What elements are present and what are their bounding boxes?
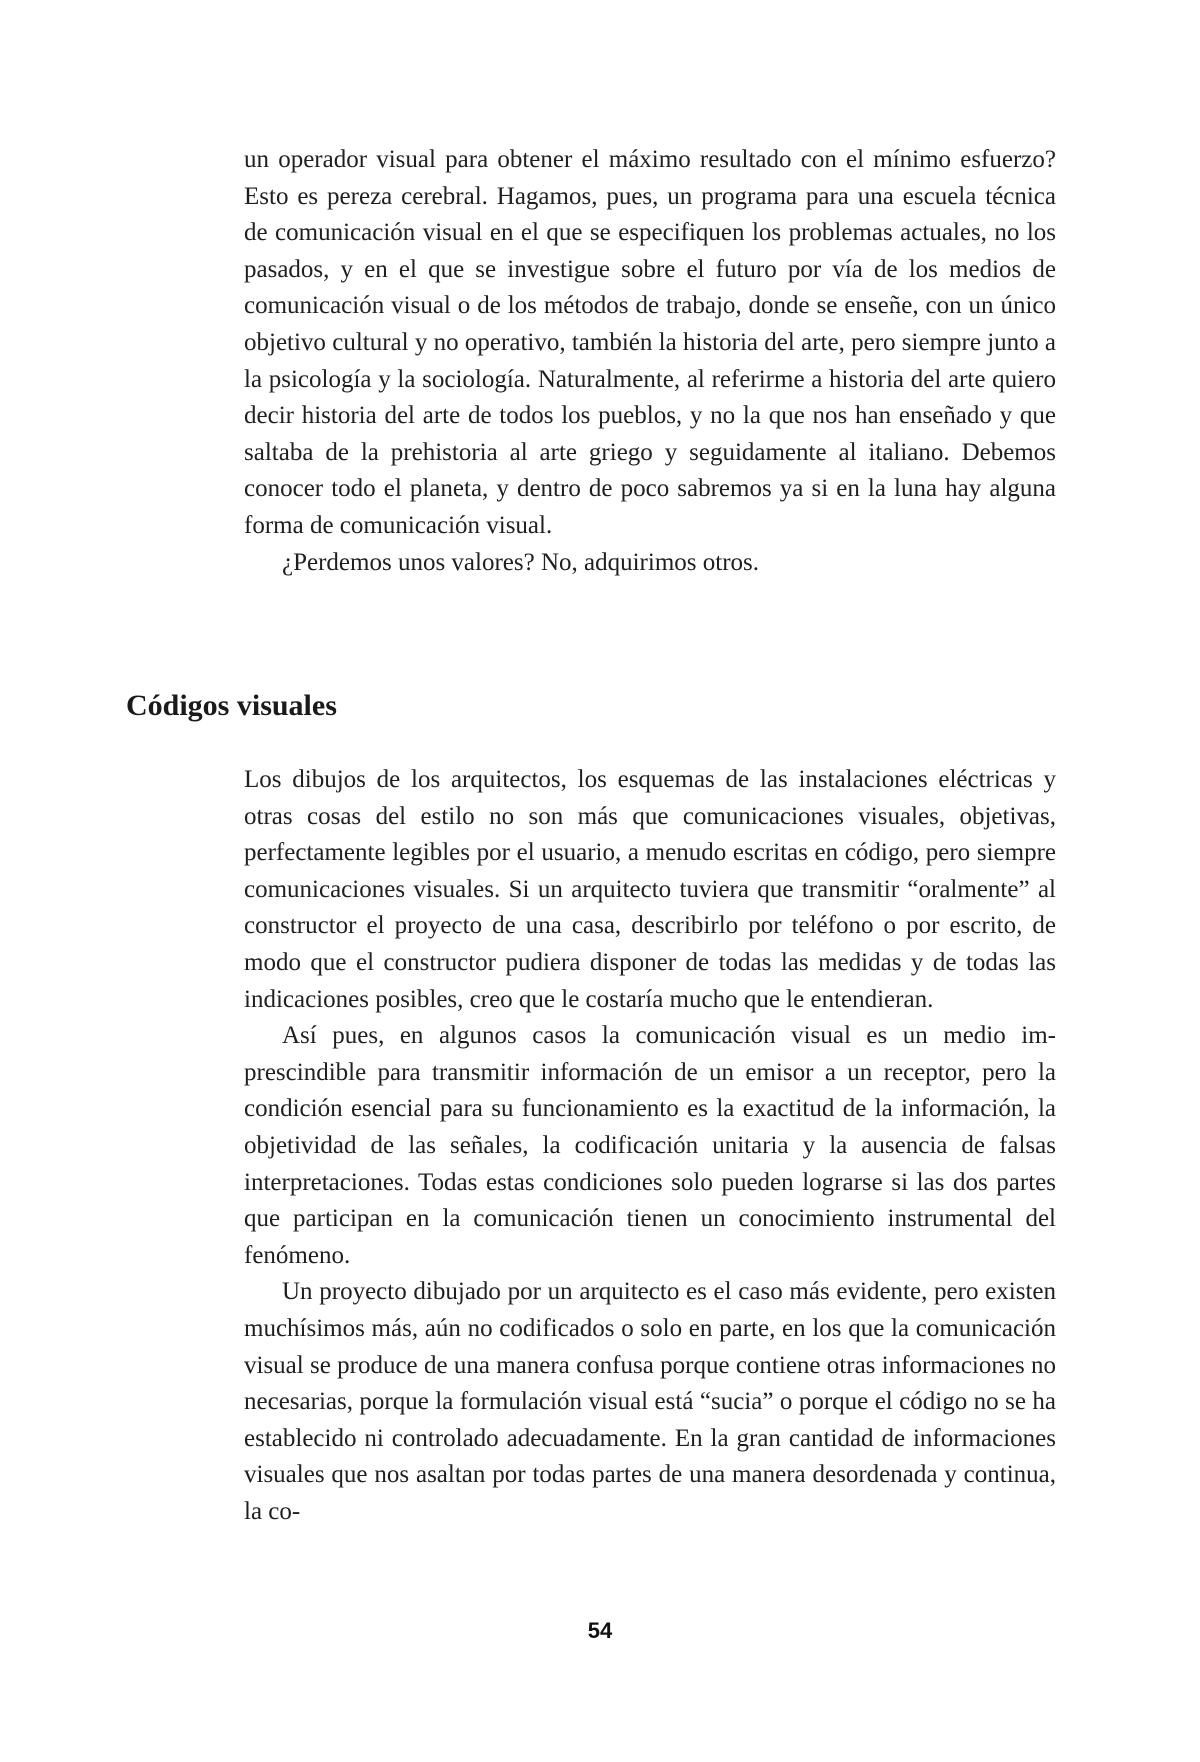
paragraph: un operador visual para obtener el máximo resultado con el mínimo esfuerzo? Esto es pereza cerebral. Hagamos, pues, un programa para una escuela técnica de comunicación visual en el que se especifiquen los problemas actuales, no los pasados, y en el que se investigue sobre el futuro por vía de los medios de comunicación visual o de los métodos de trabajo, donde se enseñe, con un único objetivo cultural y no operativo, también la historia del arte, pero siempre junto a la psicología y la sociología. Naturalmente, al referirme a historia del arte quiero decir historia del arte de todos los pueblos, y no la que nos han enseñado y que saltaba de la prehistoria al arte griego y seguidamente al italiano. Debemos conocer todo el planeta, y dentro de poco sabremos ya si en la luna hay alguna forma de comunicación visual.: [244, 146, 1056, 539]
page-number: 54: [587, 1618, 613, 1643]
paragraph: Los dibujos de los arquitectos, los esquemas de las instalaciones eléctricas y otras cosas del estilo no son más que comunicaciones visuales, objetivas, perfectamente legibles por el usuario, a menudo escritas en código, pero siempre comunicaciones visuales. Si un arquitecto tuviera que transmitir “oralmente” al constructor el proyecto de una casa, describirlo por teléfono o por escrito, de modo que el constructor pudiera disponer de todas las medidas y de todas las indicaciones posibles, creo que le costaría mucho que le entendieran.: [244, 766, 1056, 1013]
paragraph: Un proyecto dibujado por un arquitecto es el caso más evidente, pero existen muchísimos más, aún no codificados o solo en parte, en los que la comunicación visual se produce de una manera confusa porque contiene otras informaciones no necesarias, porque la formulación visual está “sucia” o porque el código no se ha establecido ni controlado adecuadamente. En la gran cantidad de informaciones visuales que nos asaltan por todas partes de una manera desordenada y continua, la co-: [244, 1278, 1056, 1525]
section-text-block: [244, 762, 1056, 1530]
paragraph: Así pues, en algunos casos la comunicación visual es un medio imprescindible para transmitir información de un emisor a un receptor, pero la condición esencial para su funcionamiento es la exactitud de la información, la objetividad de las señales, la codificación unitaria y la ausencia de falsas interpretaciones. Todas estas condiciones solo pueden lograrse si las dos partes que participan en la comunicación tienen un conocimiento instrumental del fenómeno.: [244, 1022, 1056, 1269]
section-heading: Códigos visuales: [126, 689, 337, 722]
paragraph: ¿Perdemos unos valores? No, adquirimos otros.: [282, 548, 760, 576]
continued-text-block: [244, 142, 1056, 581]
